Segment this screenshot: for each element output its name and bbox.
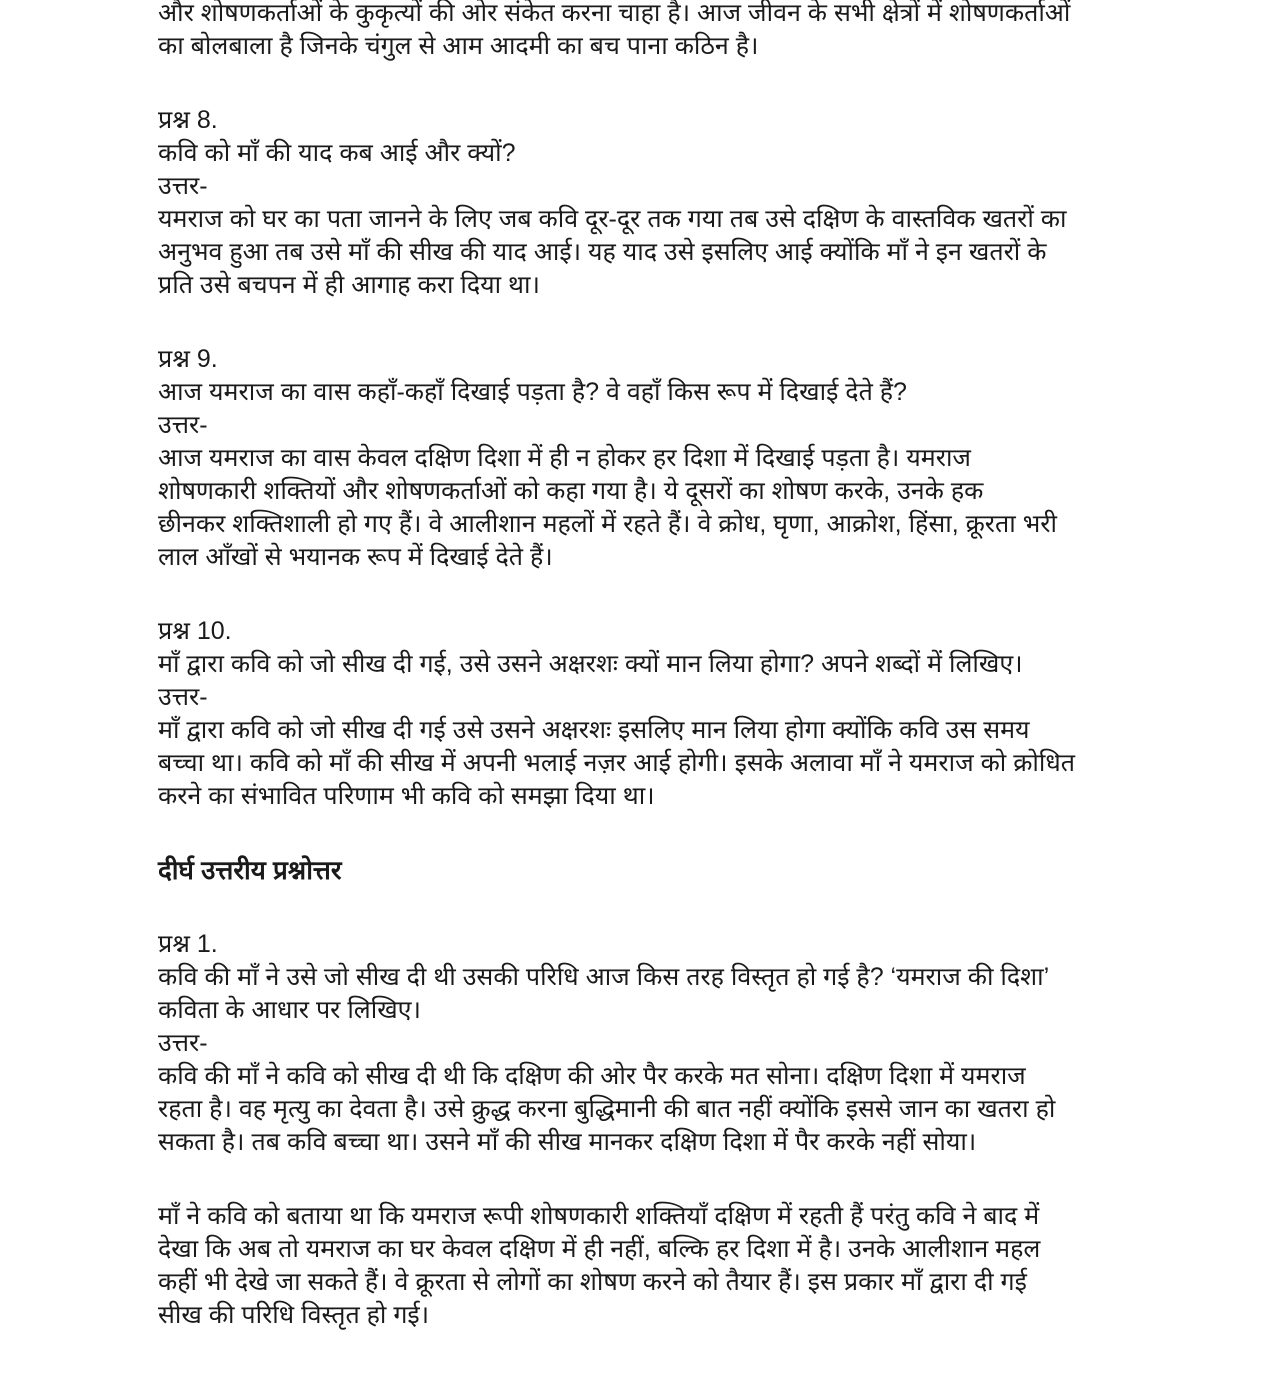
answer-line: रहता है। वह मृत्यु का देवता है। उसे क्रुद्ध करना बुद्धिमानी की बात नहीं क्योंकि इससे जान का खतरा हो — [158, 1095, 1056, 1123]
question-text: आज यमराज का वास कहाँ-कहाँ दिखाई पड़ता है? वे वहाँ किस रूप में दिखाई देते हैं? — [158, 378, 907, 406]
answer-line: यमराज को घर का पता जानने के लिए जब कवि दूर-दूर तक गया तब उसे दक्षिण के वास्तविक खतरों का — [158, 205, 1067, 233]
question-number: प्रश्न 10. — [158, 617, 232, 645]
answer-label: उत्तर- — [158, 1029, 208, 1057]
answer-line: प्रति उसे बचपन में ही आगाह करा दिया था। — [158, 271, 540, 299]
answer-line: देखा कि अब तो यमराज का घर केवल दक्षिण में ही नहीं, बल्कि हर दिशा में है। उनके आलीशान महल — [158, 1235, 1041, 1263]
intro-paragraph — [158, 0, 1158, 63]
question-text: कवि की माँ ने उसे जो सीख दी थी उसकी परिधि आज किस तरह विस्तृत हो गई है? ‘यमराज की दिशा’ — [158, 963, 1050, 991]
answer-label: उत्तर- — [158, 411, 208, 439]
answer-line: कहीं भी देखे जा सकते हैं। वे क्रूरता से लोगों का शोषण करने को तैयार हैं। इस प्रकार माँ द्वारा दी गई — [158, 1268, 1027, 1296]
question-text: माँ द्वारा कवि को जो सीख दी गई, उसे उसने अक्षरशः क्यों मान लिया होगा? अपने शब्दों में लिखिए। — [158, 650, 1023, 678]
question-10 — [158, 615, 1158, 813]
question-9 — [158, 343, 1158, 574]
answer-label: उत्तर- — [158, 172, 208, 200]
answer-line: बच्चा था। कवि को माँ की सीख में अपनी भलाई नज़र आई होगी। इसके अलावा माँ ने यमराज को क्रोधित — [158, 749, 1075, 777]
document-page — [158, 0, 1158, 1373]
question-text: कविता के आधार पर लिखिए। — [158, 996, 421, 1024]
answer-line: माँ ने कवि को बताया था कि यमराज रूपी शोषणकारी शक्तियाँ दक्षिण में रहती हैं परंतु कवि ने बाद में — [158, 1202, 1040, 1230]
question-text: कवि को माँ की याद कब आई और क्यों? — [158, 139, 516, 167]
answer-line: छीनकर शक्तिशाली हो गए हैं। वे आलीशान महलों में रहते हैं। वे क्रोध, घृणा, आक्रोश, हिंसा, क्रूरता भरी — [158, 510, 1057, 538]
question-number: प्रश्न 8. — [158, 106, 218, 134]
long-answer-1-continued — [158, 1200, 1158, 1332]
answer-line: शोषणकारी शक्तियों और शोषणकर्ताओं को कहा गया है। ये दूसरों का शोषण करके, उनके हक — [158, 477, 984, 505]
answer-line: करने का संभावित परिणाम भी कवि को समझा दिया था। — [158, 782, 655, 810]
question-number: प्रश्न 1. — [158, 930, 218, 958]
answer-line: आज यमराज का वास केवल दक्षिण दिशा में ही न होकर हर दिशा में दिखाई पड़ता है। यमराज — [158, 444, 971, 472]
answer-line: माँ द्वारा कवि को जो सीख दी गई उसे उसने अक्षरशः इसलिए मान लिया होगा क्योंकि कवि उस समय — [158, 716, 1030, 744]
answer-line: कवि की माँ ने कवि को सीख दी थी कि दक्षिण की ओर पैर करके मत सोना। दक्षिण दिशा में यमराज — [158, 1062, 1026, 1090]
text-line: का बोलबाला है जिनके चंगुल से आम आदमी का बच पाना कठिन है। — [158, 32, 759, 60]
question-number: प्रश्न 9. — [158, 345, 218, 373]
answer-label: उत्तर- — [158, 683, 208, 711]
section-heading: दीर्घ उत्तरीय प्रश्नोत्तर — [158, 855, 342, 885]
answer-line: लाल आँखों से भयानक रूप में दिखाई देते हैं। — [158, 543, 553, 571]
question-8 — [158, 104, 1158, 302]
answer-line: अनुभव हुआ तब उसे माँ की सीख की याद आई। यह याद उसे इसलिए आई क्योंकि माँ ने इन खतरों के — [158, 238, 1047, 266]
long-question-1 — [158, 928, 1158, 1159]
answer-line: सकता है। तब कवि बच्चा था। उसने माँ की सीख मानकर दक्षिण दिशा में पैर करके नहीं सोया। — [158, 1128, 977, 1156]
text-line: और शोषणकर्ताओं के कुकृत्यों की ओर संकेत करना चाहा है। आज जीवन के सभी क्षेत्रों में शोषणकर्ताओं — [158, 0, 1071, 27]
answer-line: सीख की परिधि विस्तृत हो गई। — [158, 1301, 430, 1329]
